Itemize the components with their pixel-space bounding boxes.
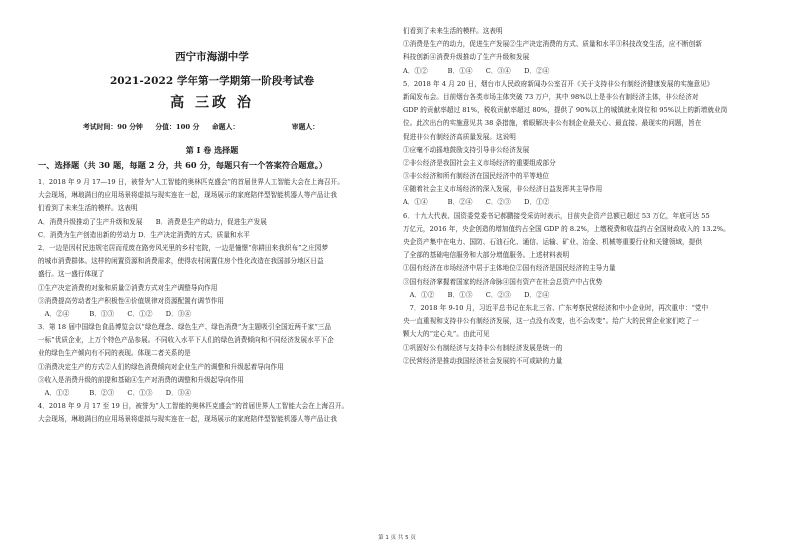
text-line: 了全部的基础电信服务和大部分增值服务。上述材料表明 [403, 251, 570, 260]
school-name: 西宁市海湖中学 [175, 51, 249, 63]
text-line: ②民营经济是推动我国经济社会发展的不可或缺的力量 [403, 356, 563, 365]
exam-setter: 命题人： [211, 123, 240, 131]
text-line: 们看到了未来生活的模样。这表明 [403, 27, 503, 35]
exam-title: 2021-2022 学年第一学期第一阶段考试卷 [109, 75, 315, 87]
text-line: 4．2018 年 9 月 17 至 19 日，被誉为“人工智能的奥林匹克盛会”的首届世界人工智能大会在上海召开。 [38, 402, 349, 411]
text-line: 盛行。这一盛行体现了 [38, 270, 105, 279]
left-question-text [38, 176, 386, 427]
text-line: ③非公经济和所有制经济在国民经济中的平等地位 [403, 172, 550, 181]
text-line: 促进非公有制经济高质量发展。这说明 [403, 132, 516, 141]
text-line: 央企资产集中在电力、国防、石油石化、通信、运输、矿业、冶金、机械等重要行业和关键领域，提供 [403, 238, 702, 246]
text-line: ②非公经济是我国社会主义市场经济的重要组成部分 [403, 158, 556, 167]
text-line: 1．2018 年 9 月 17—19 日，被誉为“人工智能的奥林匹克盛会”的首届世界人工智能大会在上海召开。 [38, 178, 344, 186]
text-line: 的城市消费群体。这样的闲置资源和消费需求，使得农村闲置住房个性化改造在我国部分地区日益 [38, 257, 324, 266]
text-line: 业的绿色生产倾向有不同的表现。体现二者关系的是 [38, 349, 191, 358]
subject-title: 高 三政 治 [170, 95, 254, 111]
exam-reviewer: 审题人： [291, 123, 320, 131]
text-line: C．消费为生产创造出新的劳动力 D．生产决定消费的方式、质量和水平 [38, 230, 250, 239]
text-line: 新闻发布会。目前烟台各类市场主体突破 73 万户，其中 98%以上是非公有制经济主体，非公经济对 [403, 92, 699, 101]
text-line: ①国有经济在市场经济中居于主体地位②国有经济是国民经济的主导力量 [403, 264, 616, 273]
exam-time: 考试时间：90 分钟 [83, 123, 143, 131]
text-line: 颗大大的“定心丸”。由此可见 [403, 330, 490, 339]
text-line: 7．2018 年 9-10 月，习近平总书记在东北三省、广东考察民营经济和中小企业时，再次重申：“党中 [403, 303, 709, 312]
exam-score: 分值：100 分 [155, 123, 200, 131]
text-line: A．消费升级推动了生产升级和发展 B．消费是生产的动力，促进生产发展 [38, 217, 267, 226]
page-footer: 第 1 页 共 5 页 [378, 535, 416, 541]
text-line: A．①④ B．②④ C．②③ D．①② [403, 198, 550, 207]
text-line: ①生产决定消费的对象和质量②消费方式对生产调整导向作用 [38, 283, 218, 292]
text-line: ③收入是消费升级的前提和基础④生产对消费的调整和升级起导向作用 [38, 375, 244, 384]
exam-meta [83, 121, 329, 134]
text-line: 大会现场，琳琅满目的应用场景将虚拟与现实连在一起，现场展示的家庭陪伴型智能机器人等产品让我 [38, 415, 337, 424]
text-line: A．②④ B．①③ C．①② D．③④ [38, 309, 192, 318]
text-line: 科技创新④消费升级推动了生产升级和发展 [403, 53, 530, 62]
text-line: ④随着社会主义市场经济的深入发展，非公经济日益发挥其主导作用 [403, 185, 603, 194]
text-line: A．①② B．①③ C．②③ D．②④ [403, 290, 550, 299]
text-line: 6．十九大代表、国资委党委书记郝鹏接受采访时表示，目前央企资产总额已超过 53 万亿，年底可达 55 [403, 211, 710, 220]
text-line: 5．2018 年 4 月 20 日，烟台市人民政府新闻办公室召开《关于支持非公有制经济健康发展的实施意见》 [403, 79, 714, 88]
right-question-text [403, 25, 759, 368]
text-line: A．①② B．①④ C．③④ D．②④ [403, 66, 550, 75]
text-line: GDP 的贡献率超过 81%，税收贡献率超过 80%，提供了 90%以上的城镇就业岗位和 95%以上的新增就业岗 [403, 106, 728, 115]
text-line: ③国有经济掌握着国家的经济命脉④国有资产在社会总资产中占优势 [403, 277, 603, 286]
text-line: A．①② B．②③ C．①③ D．③④ [38, 389, 192, 397]
text-line: ①消费是生产的动力，促进生产发展②生产决定消费的方式、质量和水平③科技改变生活，应不断创新 [403, 40, 702, 49]
text-line: 2．一边是因村民违规宅居而荒废在路旁风光里的乡村宅院，一边是憧憬“你耕田来我织布”之庄园梦 [38, 243, 329, 252]
text-line: ③消费提高劳动者生产积极性④价值规律对资源配置有调节作用 [38, 296, 225, 305]
text-line: 位。此次出台的实施意见共 38 条措施，着眼解决非公有制企业最关心、最直接、最现实的问题，旨在 [403, 119, 702, 128]
text-line: 万亿元，2016 年，央企创造的增加值约占全国 GDP 的 8.2%，上缴税费和收益约占全国财政收入的 13.2%。 [403, 224, 730, 233]
section-title: 一、选择题（共 30 题，每题 2 分，共 60 分，每题只有一个答案符合题意。） [38, 160, 328, 170]
text-line: ①应毫不动摇地鼓励支持引导非公经济发展 [403, 145, 530, 154]
text-line: 一标”优质企业，上万个特色产品参展。不同收入水平下人们的绿色消费倾向和不同经济发展水平下企 [38, 336, 334, 345]
text-line: ①消费决定生产的方式②人们的绿色消费倾向对企业生产的调整和升级起着导向作用 [38, 362, 284, 371]
text-line: 央一直重视和支持非公有制经济发展，这一点没有改变，也不会改变”。给广大的民营企业家们吃了一 [403, 317, 699, 326]
text-line: 大会现场，琳琅满目的应用场景将虚拟与现实连在一起，现场展示的家庭陪伴型智能机器人等产品让我 [38, 191, 337, 200]
text-line: ①巩固好公有制经济与支持非公有制经济发展是统一的 [403, 343, 563, 352]
text-line: 3．第 18 届中国绿色食品博览会以“绿色理念、绿色生产、绿色消费”为主题吸引全国近两千家“三品 [38, 323, 332, 332]
part-title: 第 I 卷 选择题 [185, 145, 239, 155]
text-line: 们看到了未来生活的模样。这表明 [38, 204, 138, 213]
